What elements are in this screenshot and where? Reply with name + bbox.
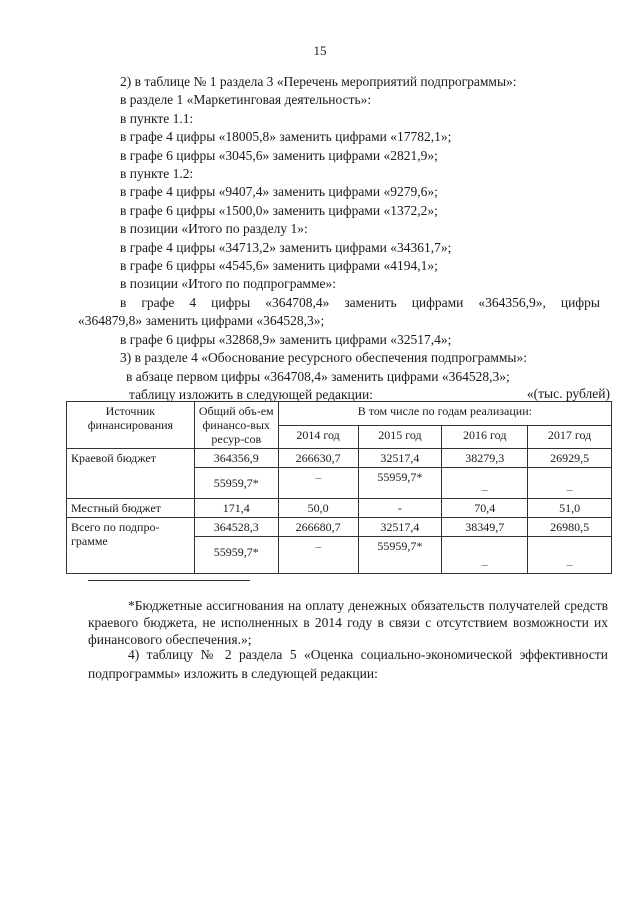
header-year: 2015 год bbox=[358, 425, 442, 449]
header-year: 2016 год bbox=[442, 425, 528, 449]
word: графе bbox=[141, 294, 175, 310]
text-line: в графе 6 цифры «4545,6» заменить цифрами «4194,1»; bbox=[120, 258, 438, 274]
table-header-row bbox=[67, 402, 612, 426]
page-number: 15 bbox=[313, 43, 327, 58]
cell-2017: 26929,5 bbox=[528, 449, 612, 468]
financing-table bbox=[66, 401, 612, 574]
header-by-years: В том числе по годам реализации: bbox=[278, 402, 611, 426]
word: в bbox=[120, 294, 127, 310]
word: 4 bbox=[189, 294, 197, 310]
text-line: в графе 4 цифры «18005,8» заменить цифрами «17782,1»; bbox=[120, 129, 452, 145]
header-source: Источник финансирования bbox=[67, 402, 195, 449]
word: «364708,4» bbox=[265, 294, 330, 310]
cell-2016: 38279,3 bbox=[442, 449, 528, 468]
cell-2014: – bbox=[278, 468, 358, 499]
text-line: в разделе 1 «Маркетинговая деятельность»: bbox=[120, 92, 372, 108]
cell-2017: 51,0 bbox=[528, 499, 612, 518]
text-line: в абзаце первом цифры «364708,4» заменить цифрами «364528,3»; bbox=[126, 368, 510, 384]
word: «364356,9», bbox=[478, 294, 546, 310]
header-total: Общий объ-ем финансо-вых ресур-сов bbox=[194, 402, 278, 449]
text-line: в позиции «Итого по подпрограмме»: bbox=[120, 276, 337, 292]
header-year: 2014 год bbox=[278, 425, 358, 449]
cell-2014: – bbox=[278, 537, 358, 574]
cell-2016: 70,4 bbox=[442, 499, 528, 518]
cell-total: 364528,3 bbox=[194, 518, 278, 537]
text-line: 3) в разделе 4 «Обоснование ресурсного обеспечения подпрограммы»: bbox=[120, 350, 527, 366]
text-line: в позиции «Итого по разделу 1»: bbox=[120, 221, 308, 237]
cell-2015: 32517,4 bbox=[358, 518, 442, 537]
cell-2015: - bbox=[358, 499, 442, 518]
cell-2017: – bbox=[528, 468, 612, 499]
table-row bbox=[67, 499, 612, 518]
cell-total: 55959,7* bbox=[194, 468, 278, 499]
word: цифрами bbox=[411, 294, 464, 310]
text-line: в графе 6 цифры «32868,9» заменить цифрами «32517,4»; bbox=[120, 331, 452, 347]
word: цифры bbox=[560, 294, 600, 310]
unit-label: «(тыс. рублей) bbox=[526, 386, 610, 401]
row-label: Всего по подпро-грамме bbox=[67, 518, 195, 574]
text-line: в графе 6 цифры «1500,0» заменить цифрами «1372,2»; bbox=[120, 202, 438, 218]
footnote-divider bbox=[88, 580, 250, 581]
word: цифры bbox=[211, 294, 251, 310]
text-line: в графе 4 цифры «34713,2» заменить цифрами «34361,7»; bbox=[120, 239, 452, 255]
cell-2014: 266630,7 bbox=[278, 449, 358, 468]
text-line: 2) в таблице № 1 раздела 3 «Перечень мероприятий подпрограммы»: bbox=[120, 74, 517, 89]
justified-text-line bbox=[120, 294, 600, 312]
cell-2014: 266680,7 bbox=[278, 518, 358, 537]
footnote: *Бюджетные ассигнования на оплату денежных обязательств получателей средств краевого бюджета, не исполненных в 2014 году в связи с отсутствием возможности их финансового обеспечения.»; bbox=[88, 598, 608, 647]
cell-2015: 32517,4 bbox=[358, 449, 442, 468]
document-body bbox=[78, 73, 600, 404]
cell-total: 55959,7* bbox=[194, 537, 278, 574]
text-line: в пункте 1.2: bbox=[120, 166, 194, 182]
row-label: Краевой бюджет bbox=[67, 449, 195, 499]
cell-total: 171,4 bbox=[194, 499, 278, 518]
table-row bbox=[67, 518, 612, 537]
cell-2016: – bbox=[442, 537, 528, 574]
text-line: таблицу изложить в следующей редакции: bbox=[129, 386, 373, 402]
cell-2014: 50,0 bbox=[278, 499, 358, 518]
text-line: в пункте 1.1: bbox=[120, 110, 194, 126]
table-row bbox=[67, 449, 612, 468]
text-line: в графе 4 цифры «9407,4» заменить цифрами «9279,6»; bbox=[120, 184, 438, 200]
word: заменить bbox=[344, 294, 397, 310]
text-line: в графе 6 цифры «3045,6» заменить цифрами «2821,9»; bbox=[120, 147, 438, 163]
cell-2017: 26980,5 bbox=[528, 518, 612, 537]
cell-2016: – bbox=[442, 468, 528, 499]
cell-total: 364356,9 bbox=[194, 449, 278, 468]
cell-2017: – bbox=[528, 537, 612, 574]
cell-2016: 38349,7 bbox=[442, 518, 528, 537]
cell-2015: 55959,7* bbox=[358, 468, 442, 499]
paragraph: 4) таблицу № 2 раздела 5 «Оценка социально-экономической эффективности подпрограммы» изложить в следующей редакции: bbox=[88, 647, 608, 681]
row-label: Местный бюджет bbox=[67, 499, 195, 518]
cell-2015: 55959,7* bbox=[358, 537, 442, 574]
header-year: 2017 год bbox=[528, 425, 612, 449]
text-line-continued: «364879,8» заменить цифрами «364528,3»; bbox=[78, 313, 325, 329]
